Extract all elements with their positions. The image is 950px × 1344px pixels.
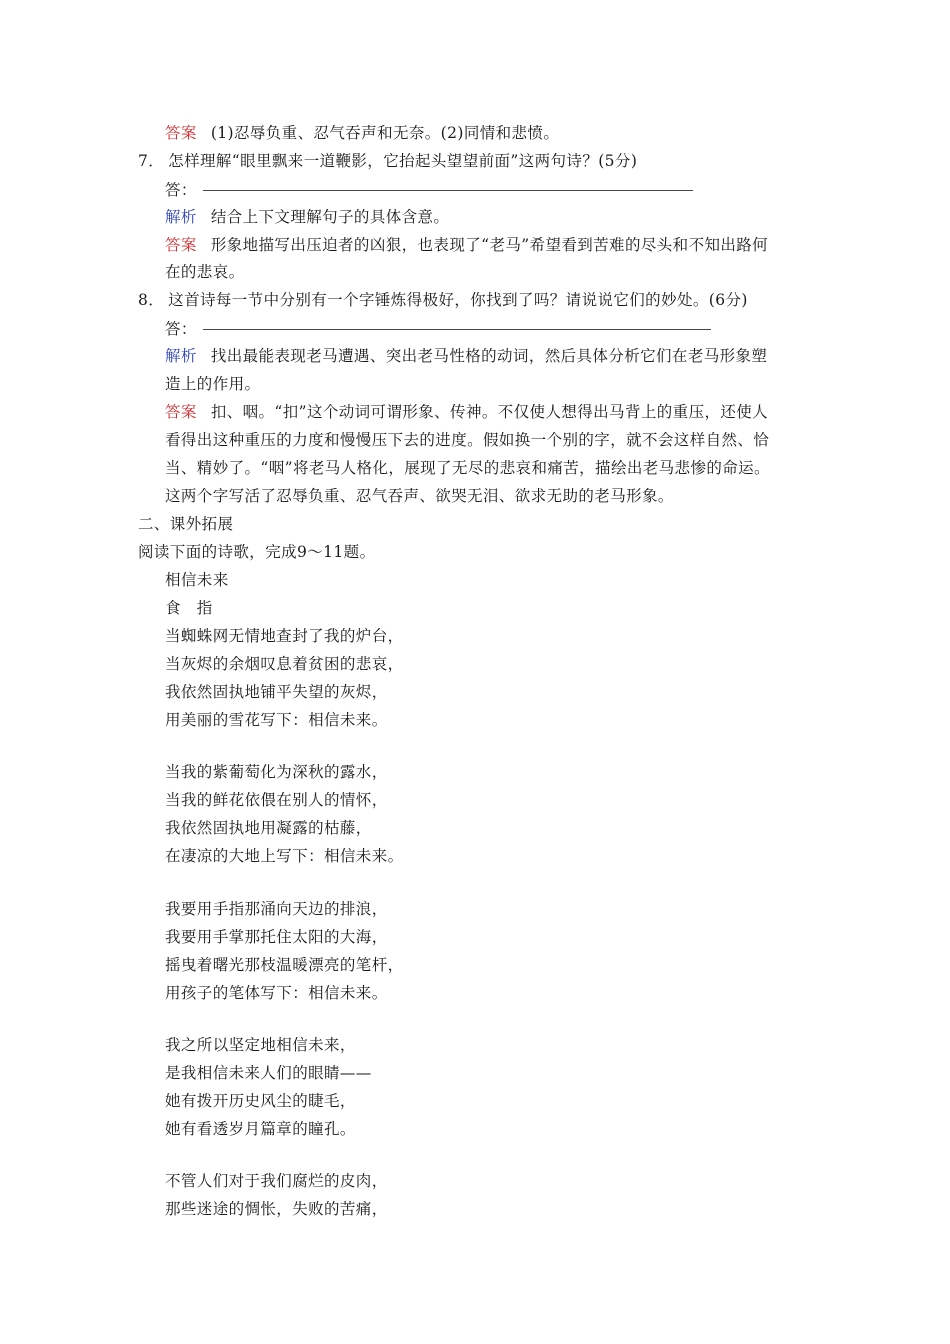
reply-line [165, 319, 711, 339]
answer-tag: 答案 [165, 124, 197, 142]
answer-text: 形象地描写出压迫者的凶狠，也表现了“老马”希望看到苦难的尽头和不知出路何 [210, 236, 769, 254]
answer-text: (1)忍辱负重、忍气吞声和无奈。(2)同情和悲愤。 [210, 124, 560, 142]
poem-line: 她有看透岁月篇章的瞳孔。 [165, 1120, 356, 1138]
question-text: 怎样理解“眼里飘来一道鞭影，它抬起头望望前面”这两句诗？(5分) [168, 152, 638, 170]
poem-line: 当我的鲜花依偎在别人的情怀， [165, 791, 388, 809]
analysis-line [165, 346, 767, 366]
poem-line: 不管人们对于我们腐烂的皮肉， [165, 1172, 388, 1190]
poem-line: 我依然固执地铺平失望的灰烬， [165, 683, 388, 701]
answer-blank-rule [203, 329, 711, 330]
poem-line: 用孩子的笔体写下：相信未来。 [165, 984, 388, 1002]
reply-line [165, 180, 693, 200]
answer-tag: 答案 [165, 236, 197, 254]
answer-line [165, 402, 768, 422]
analysis-tag: 解析 [165, 208, 197, 226]
question-number: 7． [138, 152, 165, 170]
section-heading: 二、课外拓展 [138, 515, 234, 533]
question-number: 8． [138, 291, 165, 309]
section-intro: 阅读下面的诗歌，完成9～11题。 [138, 543, 376, 561]
answer-tag: 答案 [165, 403, 197, 421]
poem-title: 相信未来 [165, 571, 229, 589]
analysis-line [165, 207, 449, 227]
analysis-text: 结合上下文理解句子的具体含意。 [210, 208, 450, 226]
analysis-text: 找出最能表现老马遭遇、突出老马性格的动词，然后具体分析它们在老马形象塑 [210, 347, 768, 365]
answer-line [165, 235, 768, 255]
answer-line [165, 123, 559, 143]
answer-text: 扣、咽。“扣”这个动词可谓形象、传神。不仅使人想得出马背上的重压，还使人 [210, 403, 769, 421]
poem-line: 我之所以坚定地相信未来， [165, 1036, 356, 1054]
reply-label: 答： [165, 320, 197, 338]
poem-line: 当灰烬的余烟叹息着贫困的悲哀， [165, 655, 404, 673]
question-text: 这首诗每一节中分别有一个字锤炼得极好，你找到了吗？请说说它们的妙处。(6分) [168, 291, 748, 309]
reply-label: 答： [165, 181, 197, 199]
poem-line: 那些迷途的惆怅，失败的苦痛， [165, 1200, 388, 1218]
analysis-continuation: 造上的作用。 [165, 375, 261, 393]
poem-line: 我要用手指那涌向天边的排浪， [165, 900, 388, 918]
answer-blank-rule [203, 190, 693, 191]
question-8 [138, 290, 748, 310]
answer-continuation: 在的悲哀。 [165, 263, 245, 281]
poem-author: 食 指 [165, 599, 213, 617]
poem-line: 用美丽的雪花写下：相信未来。 [165, 711, 388, 729]
poem-line: 我要用手掌那托住太阳的大海， [165, 928, 388, 946]
poem-line: 是我相信未来人们的眼睛—— [165, 1064, 372, 1082]
answer-continuation: 当、精妙了。“咽”将老马人格化，展现了无尽的悲哀和痛苦，描绘出老马悲惨的命运。 [165, 459, 770, 477]
answer-continuation: 看得出这种重压的力度和慢慢压下去的进度。假如换一个别的字，就不会这样自然、恰 [165, 431, 770, 449]
analysis-tag: 解析 [165, 347, 197, 365]
poem-line: 在凄凉的大地上写下：相信未来。 [165, 847, 404, 865]
poem-line: 我依然固执地用凝露的枯藤， [165, 819, 372, 837]
answer-continuation: 这两个字写活了忍辱负重、忍气吞声、欲哭无泪、欲求无助的老马形象。 [165, 487, 674, 505]
poem-line: 当蜘蛛网无情地查封了我的炉台， [165, 627, 404, 645]
poem-line: 当我的紫葡萄化为深秋的露水， [165, 763, 388, 781]
poem-line: 她有拨开历史风尘的睫毛， [165, 1092, 356, 1110]
poem-line: 摇曳着曙光那枝温暖漂亮的笔杆， [165, 956, 404, 974]
question-7 [138, 151, 637, 171]
